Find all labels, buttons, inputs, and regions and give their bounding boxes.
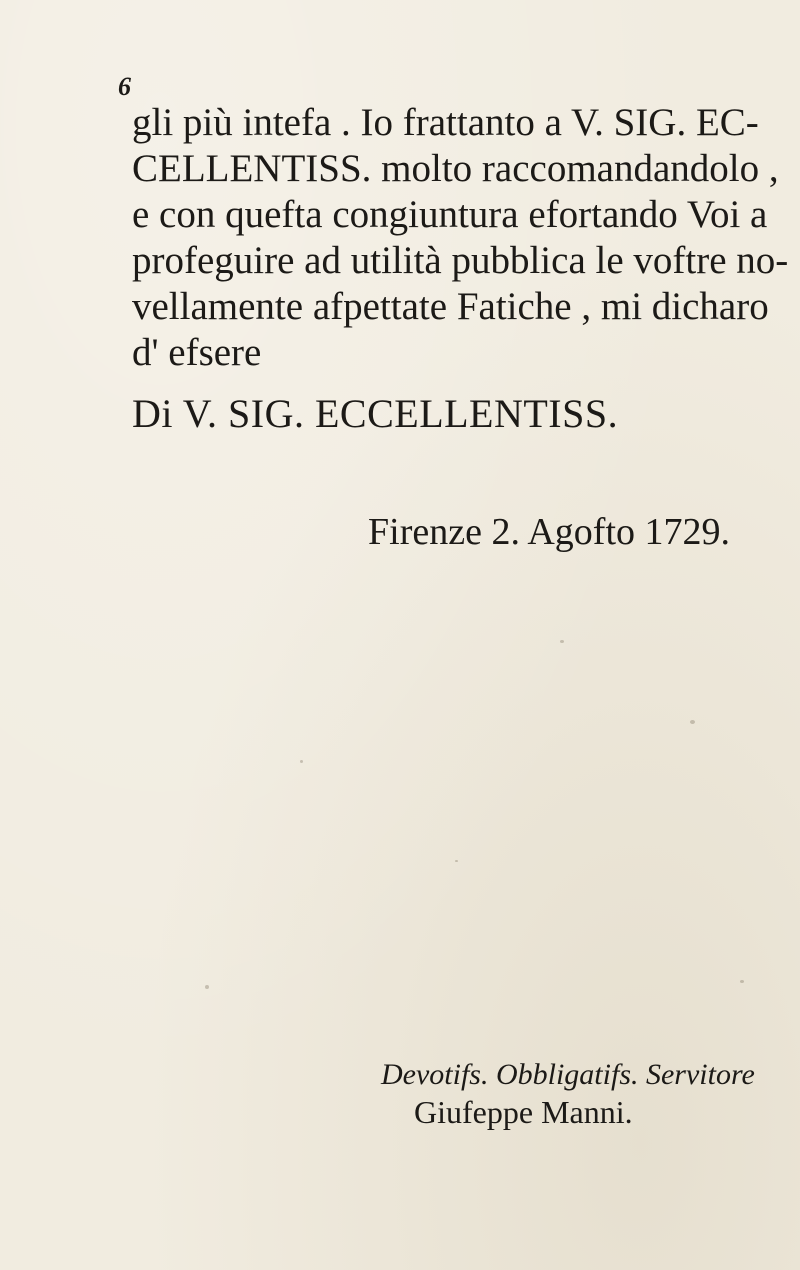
paper-speck	[300, 760, 303, 763]
paper-speck	[205, 985, 209, 989]
paper-speck	[690, 720, 695, 724]
body-line: profeguire ad utilità pubblica le voftre no-	[132, 239, 789, 282]
body-line: gli più intefa . Io frattanto a V. SIG. EC-	[132, 101, 759, 144]
paper-speck	[560, 640, 564, 643]
body-line: vellamente afpettate Fatiche , mi dicharo	[132, 285, 769, 328]
body-line: e con quefta congiuntura efortando Voi a	[132, 193, 768, 236]
paper-speck	[455, 860, 458, 862]
letter-body	[132, 100, 789, 376]
signature-closing: Devotifs. Obbligatifs. Servitore	[381, 1058, 755, 1091]
paper-speck	[740, 980, 744, 983]
page-number: 6	[118, 72, 131, 101]
place-date: Firenze 2. Agofto 1729.	[368, 511, 731, 553]
body-line: CELLENTISS. molto raccomandandolo ,	[132, 147, 779, 190]
salutation: Di V. SIG. ECCELLENTISS.	[132, 391, 619, 436]
body-line: d' efsere	[132, 331, 262, 374]
signature-name: Giufeppe Manni.	[414, 1094, 633, 1130]
